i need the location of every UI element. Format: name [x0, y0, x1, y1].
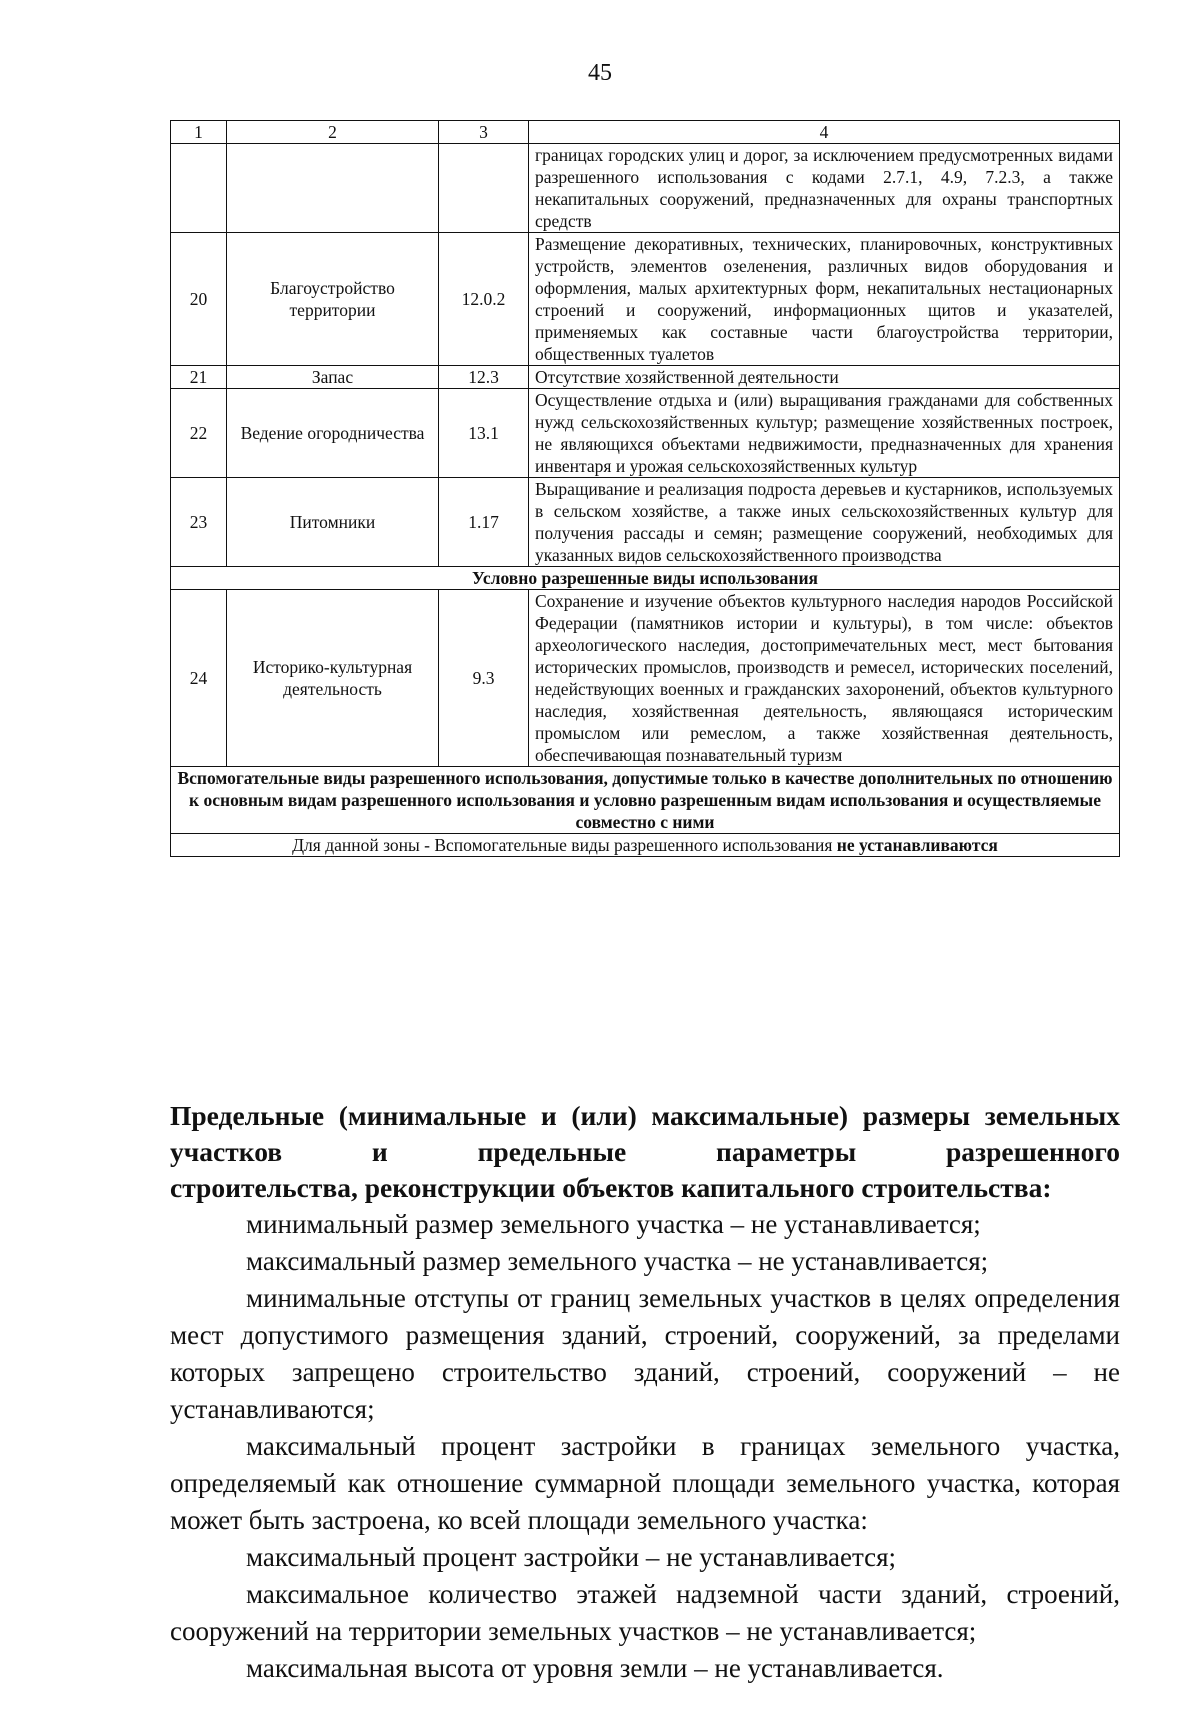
row-description: Отсутствие хозяйственной деятельности	[529, 366, 1120, 389]
row-number: 20	[171, 233, 227, 366]
row-description: Выращивание и реализация подроста деревьев и кустарников, используемых в сельском хозяйстве, а также иных сельскохозяйственных культур для получения рассады и семян; размещение сооружений, необходимых для указанных видов сельскохозяйственного производства	[529, 478, 1120, 567]
zone-note	[171, 834, 1120, 857]
table-header-row	[171, 121, 1120, 144]
row-number: 22	[171, 389, 227, 478]
row-use-code: 9.3	[439, 590, 529, 767]
section-auxiliary-heading: Вспомогательные виды разрешенного использования, допустимые только в качестве дополнительных по отношению к основным видам разрешенного использования и условно разрешенным видам использования и осуществляемые совместно с ними	[171, 767, 1120, 834]
table-row	[171, 366, 1120, 389]
table-row	[171, 389, 1120, 478]
row-use-name: Историко-культурная деятельность	[227, 590, 439, 767]
row-use-name: Запас	[227, 366, 439, 389]
section-heading-row	[171, 567, 1120, 590]
row-description: Размещение декоративных, технических, планировочных, конструктивных устройств, элементов озеленения, различных видов оборудования и оформления, малых архитектурных форм, некапитальных нестационарных строений и сооружений, информационных щитов и указателей, применяемых как составные части благоустройства территории, общественных туалетов	[529, 233, 1120, 366]
row-use-code	[439, 144, 529, 233]
row-description: Осуществление отдыха и (или) выращивания гражданами для собственных нужд сельскохозяйственных культур; размещение хозяйственных построек, не являющихся объектами недвижимости, предназначенных для хранения инвентаря и урожая сельскохозяйственных культур	[529, 389, 1120, 478]
limits-section	[170, 1098, 1120, 1687]
limits-heading-line-2: строительства, реконструкции объектов капитального строительства:	[170, 1172, 1052, 1203]
limit-item: максимальный процент застройки в границах земельного участка, определяемый как отношение суммарной площади земельного участка, которая может быть застроена, ко всей площади земельного участка:	[170, 1431, 1120, 1535]
limit-item: минимальные отступы от границ земельных участков в целях определения мест допустимого размещения зданий, строений, сооружений, за пределами которых запрещено строительство зданий, строений, сооружений – не устанавливаются;	[170, 1283, 1120, 1424]
row-use-code: 13.1	[439, 389, 529, 478]
row-use-name: Благоустройство территории	[227, 233, 439, 366]
section-heading-row	[171, 767, 1120, 834]
row-number: 24	[171, 590, 227, 767]
limit-item: минимальный размер земельного участка – не устанавливается;	[246, 1209, 981, 1239]
row-use-name	[227, 144, 439, 233]
limit-item: максимальная высота от уровня земли – не устанавливается.	[246, 1653, 944, 1683]
row-number: 21	[171, 366, 227, 389]
row-use-code: 12.0.2	[439, 233, 529, 366]
limits-heading	[170, 1098, 1120, 1206]
land-use-table-container	[170, 120, 1120, 857]
zone-note-emphasis: не устанавливаются	[836, 835, 998, 855]
column-header-3: 3	[439, 121, 529, 144]
table-row	[171, 144, 1120, 233]
row-description: границах городских улиц и дорог, за исключением предусмотренных видами разрешенного использования с кодами 2.7.1, 4.9, 7.2.3, а также некапитальных сооружений, предназначенных для охраны транспортных средств	[529, 144, 1120, 233]
row-use-code: 1.17	[439, 478, 529, 567]
zone-note-text: Для данной зоны - Вспомогательные виды разрешенного использования	[292, 835, 837, 855]
row-number: 23	[171, 478, 227, 567]
table-row	[171, 590, 1120, 767]
row-use-name: Ведение огородничества	[227, 389, 439, 478]
column-header-2: 2	[227, 121, 439, 144]
column-header-1: 1	[171, 121, 227, 144]
section-conditional-heading: Условно разрешенные виды использования	[171, 567, 1120, 590]
land-use-table	[170, 120, 1120, 857]
row-use-name: Питомники	[227, 478, 439, 567]
column-header-4: 4	[529, 121, 1120, 144]
table-row	[171, 478, 1120, 567]
row-description: Сохранение и изучение объектов культурного наследия народов Российской Федерации (памятников истории и культуры), в том числе: объектов археологического наследия, достопримечательных мест, мест бытования исторических промыслов, производств и ремесел, исторических поселений, недействующих военных и гражданских захоронений, объектов культурного наследия, хозяйственная деятельность, являющаяся историческим промыслом или ремеслом, а также хозяйственная деятельность, обеспечивающая познавательный туризм	[529, 590, 1120, 767]
limit-item: максимальное количество этажей надземной части зданий, строений, сооружений на территории земельных участков – не устанавливается;	[170, 1579, 1120, 1646]
limit-item: максимальный процент застройки – не устанавливается;	[246, 1542, 897, 1572]
table-row	[171, 233, 1120, 366]
row-use-code: 12.3	[439, 366, 529, 389]
row-number	[171, 144, 227, 233]
page-number: 45	[588, 60, 612, 86]
limits-heading-line-1: Предельные (минимальные и (или) максимальные) размеры земельных участков и предельные параметры разрешенного	[170, 1100, 1120, 1167]
limit-item: максимальный размер земельного участка – не устанавливается;	[246, 1246, 989, 1276]
zone-note-row	[171, 834, 1120, 857]
